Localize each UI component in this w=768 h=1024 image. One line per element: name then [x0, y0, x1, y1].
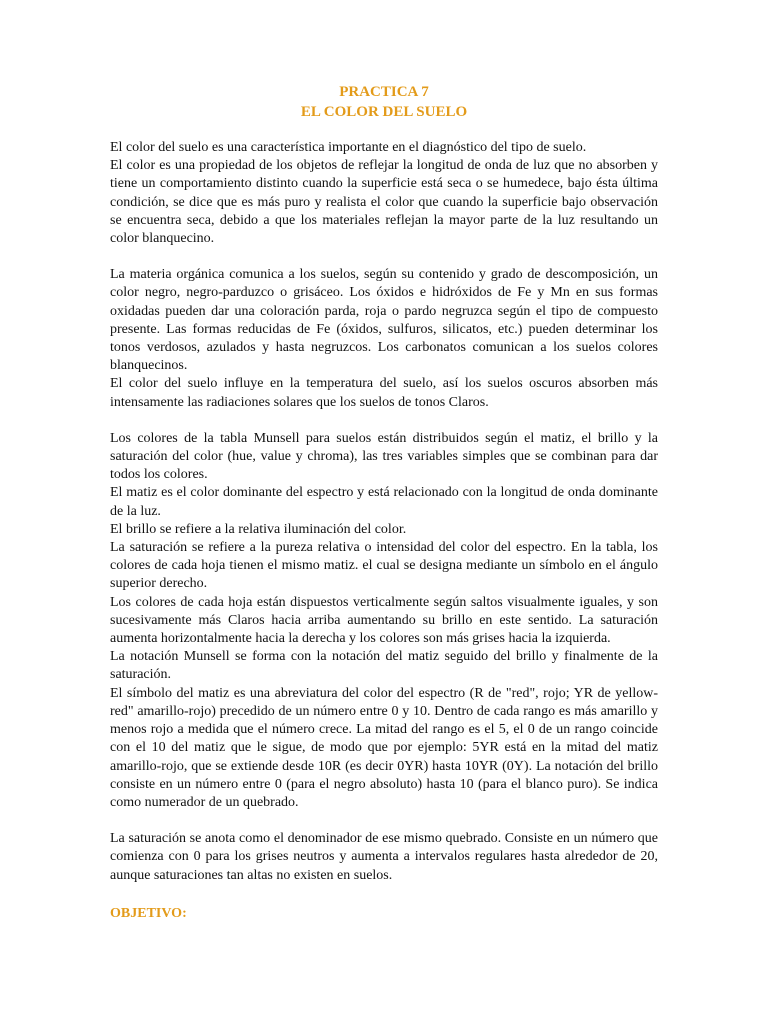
paragraph-notation: La notación Munsell se forma con la notación del matiz seguido del brillo y finalmente de la saturación.	[110, 649, 658, 683]
paragraph-sheet-layout: Los colores de cada hoja están dispuestos verticalmente según saltos visualmente iguales, y son sucesivamente más Claros hacia arriba aumentando su brillo en este sentido. La saturación aumenta horizontalmente hacia la derecha y los colores son más grises hacia la izquierda.	[110, 594, 658, 647]
paragraph-color-property: El color es una propiedad de los objetos de reflejar la longitud de onda de luz que no absorben y tiene un comportamiento distinto cuando la superficie está seca o se humedece, bajo ésta última condición, se dice que es más puro y realista el color que cuando la superficie bajo observación se encuentra seca, debido a que los materiales reflejan la mayor parte de la luz resultando un color blanquecino.	[110, 158, 658, 247]
paragraph-munsell-table: Los colores de la tabla Munsell para suelos están distribuidos según el matiz, el brillo y la saturación del color (hue, value y chroma), las tres variables simples que se combinan para dar todos los colores.	[110, 430, 658, 483]
paragraph-gap	[110, 812, 658, 830]
paragraph-hue: El matiz es el color dominante del espectro y está relacionado con la longitud de onda dominante de la luz.	[110, 485, 658, 519]
document-body	[110, 139, 658, 885]
paragraph-saturation-denominator: La saturación se anota como el denominador de ese mismo quebrado. Consiste en un número que comienza con 0 para los grises neutros y aumenta a intervalos regulares hasta alrededor de 20, aunque saturaciones tan altas no existen en suelos.	[110, 831, 658, 883]
practice-number-title: PRACTICA 7	[339, 84, 429, 100]
paragraph-value: El brillo se refiere a la relativa iluminación del color.	[110, 521, 407, 537]
paragraph-hue-symbol: El símbolo del matiz es una abreviatura del color del espectro (R de "red", rojo; YR de yellow-red" amarillo-rojo) precedido de un número entre 0 y 10. Dentro de cada rango es más amarillo y menos rojo a medida que el número crece. La mitad del rango es el 5, el 0 de un rango coincide con el 10 del matiz que le sigue, de modo que por ejemplo: 5YR está en la mitad del matiz amarillo-rojo, que se extiende desde 10R (es decir 0YR) hasta 10YR (0Y). La notación del brillo consiste en un número entre 0 (para el negro absoluto) hasta 10 (para el blanco puro). Se indica como numerador de un quebrado.	[110, 685, 658, 810]
paragraph-gap	[110, 412, 658, 430]
practice-topic-title: EL COLOR DEL SUELO	[300, 104, 468, 120]
paragraph-chroma: La saturación se refiere a la pureza relativa o intensidad del color del espectro. En la tabla, los colores de cada hoja tienen el mismo matiz. el cual se designa mediante un símbolo en el ángulo superior derecho.	[110, 540, 658, 592]
paragraph-temperature: El color del suelo influye en la temperatura del suelo, así los suelos oscuros absorben más intensamente las radiaciones solares que los suelos de tonos Claros.	[110, 376, 658, 410]
paragraph-organic-matter: La materia orgánica comunica a los suelos, según su contenido y grado de descomposición, un color negro, negro-parduzco o grisáceo. Los óxidos e hidróxidos de Fe y Mn en sus formas oxidadas pueden dar una coloración parda, roja o pardo negruzca según el tipo de compuesto presente. Las formas reducidas de Fe (óxidos, sulfuros, silicatos, etc.) pueden determinar los tonos verdosos, azulados y hasta negruzcos. Los carbonatos comunican a los suelos colores blanquecinos.	[110, 267, 658, 374]
objective-heading: OBJETIVO:	[110, 906, 187, 921]
paragraph-intro: El color del suelo es una característica importante en el diagnóstico del tipo de suelo.	[110, 140, 587, 155]
document-page	[110, 82, 658, 885]
paragraph-gap	[110, 248, 658, 266]
